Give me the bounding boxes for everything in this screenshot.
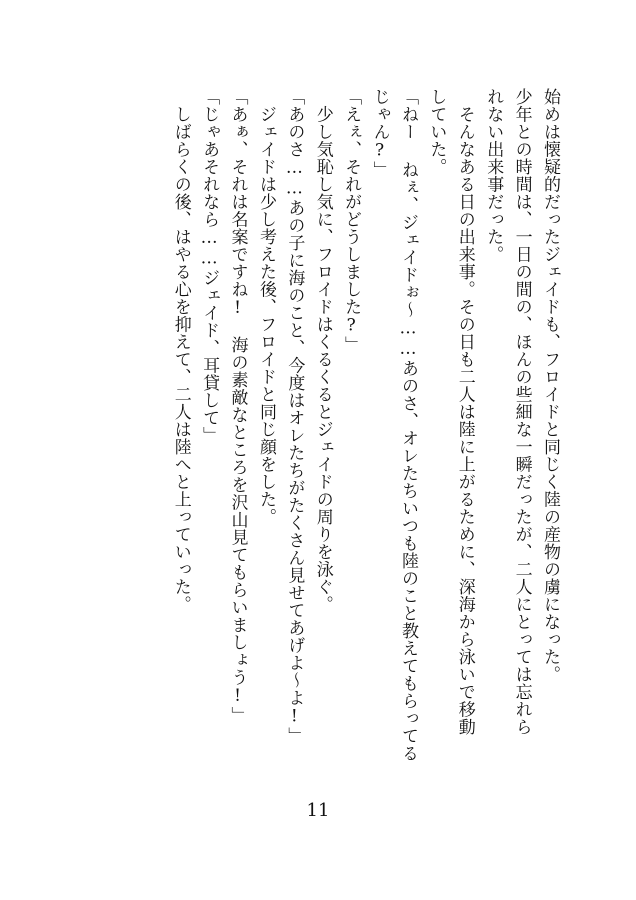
text-line: していた。 — [426, 88, 447, 176]
text-line: 始めは懐疑的だったジェイドも、フロイドと同じく陸の産物の虜になった。 — [540, 88, 560, 683]
text-line: そんなある日の出来事。その日も二人は陸に上がるために、深海から泳いで移動 — [454, 88, 475, 736]
text-line: 「えぇ、それがどうしました?」 — [341, 88, 362, 354]
text-line: じゃん?」 — [369, 88, 390, 179]
page-number: 11 — [306, 800, 330, 821]
text-line: 「じゃあそれなら……ジェイド、耳貸して」 — [199, 88, 220, 444]
text-line: しばらくの後、はやる心を抑えて、二人は陸へと上っていった。 — [170, 88, 191, 613]
text-line: 少し気恥し気に、フロイドはくるくるとジェイドの周りを泳ぐ。 — [312, 88, 333, 613]
text-line: 「ねー ねぇ、ジェイドぉ～……あのさ、オレたちいつも陸のこと教えてもらってる — [397, 88, 418, 762]
text-line: 「あのさ……あの子に海のこと、今度はオレたちがたくさん見せてあげよ～よ!」 — [284, 88, 305, 745]
text-line: 少年との時間は、一日の間の、ほんの些細な一瞬だったが、二人にとっては忘れら — [511, 88, 532, 736]
vertical-text-body — [166, 88, 564, 768]
text-line: 「あぁ、それは名案ですね! 海の素敵なところを沢山見てもらいましょう!」 — [227, 88, 248, 724]
text-line: れない出来事だった。 — [483, 88, 504, 263]
text-line: ジェイドは少し考えた後、フロイドと同じ顔をした。 — [255, 88, 276, 526]
